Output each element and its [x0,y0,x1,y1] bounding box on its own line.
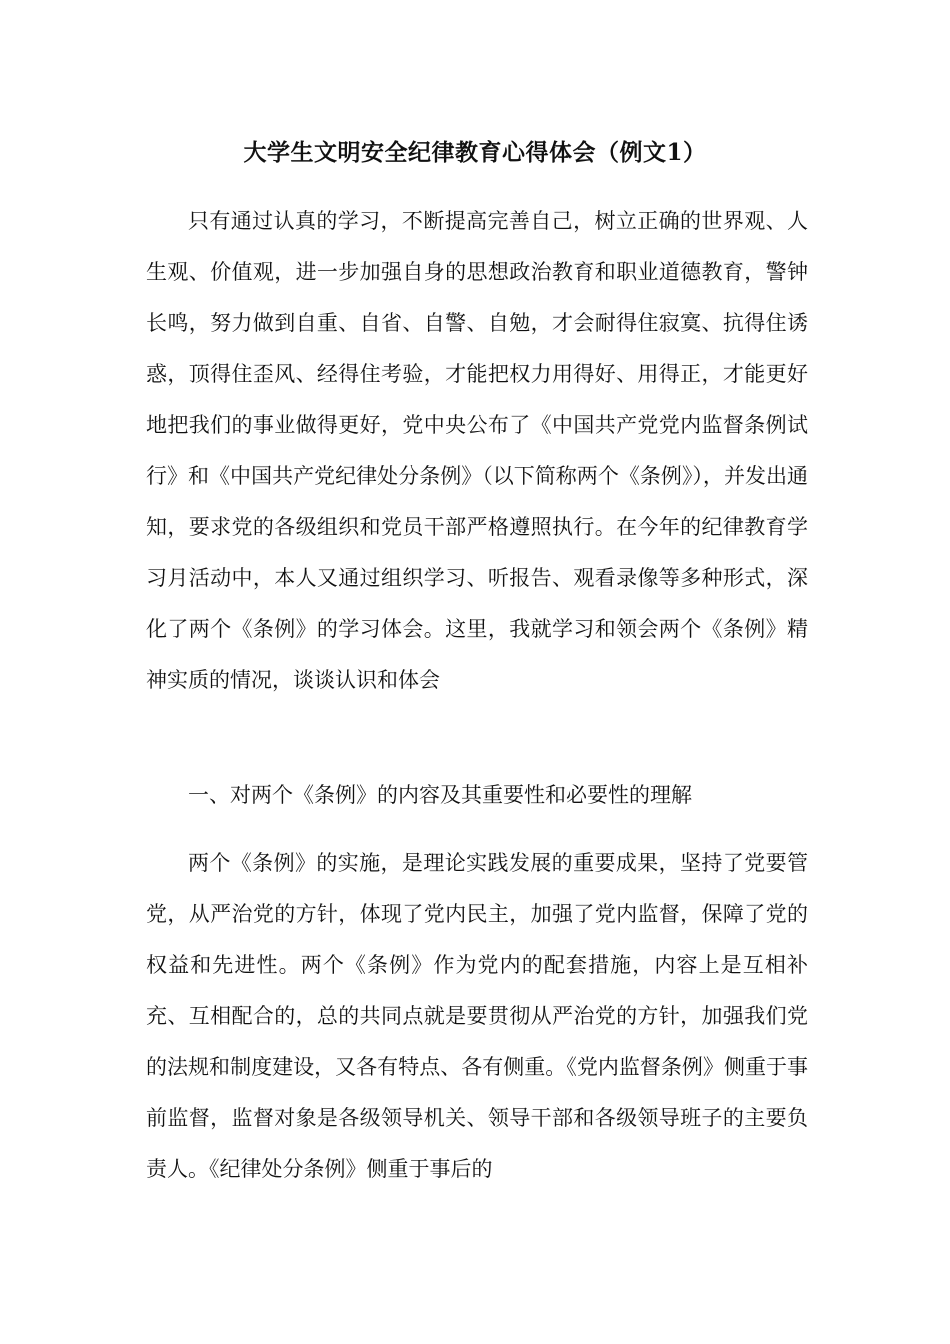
paragraph-body: 两个《条例》的实施，是理论实践发展的重要成果，坚持了党要管党，从严治党的方针，体现了党内民主，加强了党内监督，保障了党的权益和先进性。两个《条例》作为党内的配套措施，内容上是互相补充、互相配合的，总的共同点就是要贯彻从严治党的方针，加强我们党的法规和制度建设，又各有特点、各有侧重。《党内监督条例》侧重于事前监督，监督对象是各级领导机关、领导干部和各级领导班子的主要负责人。《纪律处分条例》侧重于事后的 [146,851,808,1181]
section-heading: 一、对两个《条例》的内容及其重要性和必要性的理解 [188,783,692,807]
paragraph-intro: 只有通过认真的学习，不断提高完善自己，树立正确的世界观、人生观、价值观，进一步加强自身的思想政治教育和职业道德教育，警钟长鸣，努力做到自重、自省、自警、自勉，才会耐得住寂寞、抗得住诱惑，顶得住歪风、经得住考验，才能把权力用得好、用得正，才能更好地把我们的事业做得更好，党中央公布了《中国共产党党内监督条例试行》和《中国共产党纪律处分条例》（以下简称两个《条例》），并发出通知，要求党的各级组织和党员干部严格遵照执行。在今年的纪律教育学习月活动中，本人又通过组织学习、听报告、观看录像等多种形式，深化了两个《条例》的学习体会。这里，我就学习和领会两个《条例》精神实质的情况，谈谈认识和体会 [146,209,808,692]
document-title: 大学生文明安全纪律教育心得体会（例文1） [243,139,707,166]
